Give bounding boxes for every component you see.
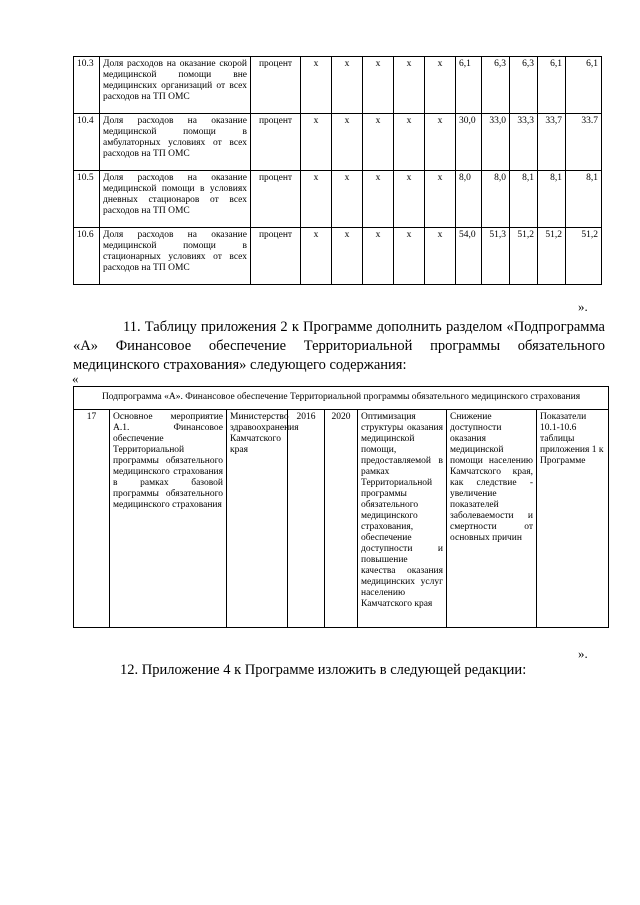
paragraph-12: 12. Приложение 4 к Программе изложить в следующей редакции: [120,662,527,678]
value-cell: 8,1 [538,171,566,228]
indicator-row [74,114,602,171]
result-cell: Оптимизация структуры оказания медицинской помощи, предоставляемой в рамках Территориальной программы обязательного медицинского страхования, обеспечение доступности и повышение качества оказания медицинских услуг населению Камчатского края [358,410,447,628]
value-cell: 6,3 [482,57,510,114]
indicator-row [74,57,602,114]
indicator-number: 10.3 [74,57,100,114]
indicators-table [73,56,602,285]
activity-cell: Основное мероприятие А.1. Финансовое обеспечение Территориальной программы обязательного медицинского страхования в рамках базовой программы обязательного медицинского страхования [110,410,227,628]
x-cell: х [425,228,456,285]
x-cell: х [394,171,425,228]
value-cell: 8,1 [566,171,602,228]
value-cell: 8,0 [456,171,482,228]
row-number: 17 [74,410,110,628]
value-cell: 30,0 [456,114,482,171]
indicator-row [74,228,602,285]
indicator-name: Доля расходов на оказание медицинской помощи в стационарных условиях от всех расходов на ТП ОМС [100,228,251,285]
value-cell: 6,1 [538,57,566,114]
indicator-number: 10.6 [74,228,100,285]
indicator-name: Доля расходов на оказание медицинской помощи в амбулаторных условиях от всех расходов на ТП ОМС [100,114,251,171]
indicator-name: Доля расходов на оказание скорой медицинской помощи вне медицинских организаций от всех расходов на ТП ОМС [100,57,251,114]
x-cell: х [301,171,332,228]
x-cell: х [301,57,332,114]
indicators-cell: Показатели 10.1-10.6 таблицы приложения 1 к Программе [537,410,609,628]
x-cell: х [332,57,363,114]
x-cell: х [394,57,425,114]
opening-quote: « [72,371,79,386]
indicator-unit: процент [251,228,301,285]
x-cell: х [363,228,394,285]
end-year-cell: 2020 [325,410,358,628]
value-cell: 51,2 [510,228,538,285]
executor-cell: Министерство здравоохранения Камчатского края [227,410,288,628]
indicator-unit: процент [251,114,301,171]
x-cell: х [394,114,425,171]
value-cell: 6,1 [456,57,482,114]
paragraph-11: 11. Таблицу приложения 2 к Программе дополнить разделом «Подпрограмма «А» Финансовое обеспечение Территориальной программы обязательного медицинского страхования» следующего содержания: [73,319,605,373]
value-cell: 54,0 [456,228,482,285]
value-cell: 8,0 [482,171,510,228]
subprogram-header: Подпрограмма «А». Финансовое обеспечение Территориальной программы обязательного медицинского страхования [74,387,609,410]
x-cell: х [332,228,363,285]
x-cell: х [363,114,394,171]
value-cell: 51,3 [482,228,510,285]
value-cell: 6,1 [566,57,602,114]
x-cell: х [425,171,456,228]
x-cell: х [332,171,363,228]
indicator-unit: процент [251,171,301,228]
indicator-name: Доля расходов на оказание медицинской помощи в условиях дневных стационаров от всех расходов на ТП ОМС [100,171,251,228]
x-cell: х [425,57,456,114]
value-cell: 33.7 [566,114,602,171]
value-cell: 6,3 [510,57,538,114]
value-cell: 33,0 [482,114,510,171]
start-year-cell: 2016 [288,410,325,628]
x-cell: х [425,114,456,171]
closing-quote-2: ». [578,646,588,661]
value-cell: 33,7 [538,114,566,171]
value-cell: 51,2 [538,228,566,285]
value-cell: 51,2 [566,228,602,285]
consequences-cell: Снижение доступности оказания медицинской помощи населению Камчатского края, как следствие - увеличение показателей заболеваемости и смертности от основных причин [447,410,537,628]
x-cell: х [394,228,425,285]
x-cell: х [301,114,332,171]
indicator-number: 10.4 [74,114,100,171]
x-cell: х [363,57,394,114]
value-cell: 8,1 [510,171,538,228]
x-cell: х [332,114,363,171]
value-cell: 33,3 [510,114,538,171]
indicator-unit: процент [251,57,301,114]
subprogram-table [73,386,609,628]
indicator-row [74,171,602,228]
closing-quote-1: ». [578,299,588,314]
x-cell: х [301,228,332,285]
indicator-number: 10.5 [74,171,100,228]
x-cell: х [363,171,394,228]
